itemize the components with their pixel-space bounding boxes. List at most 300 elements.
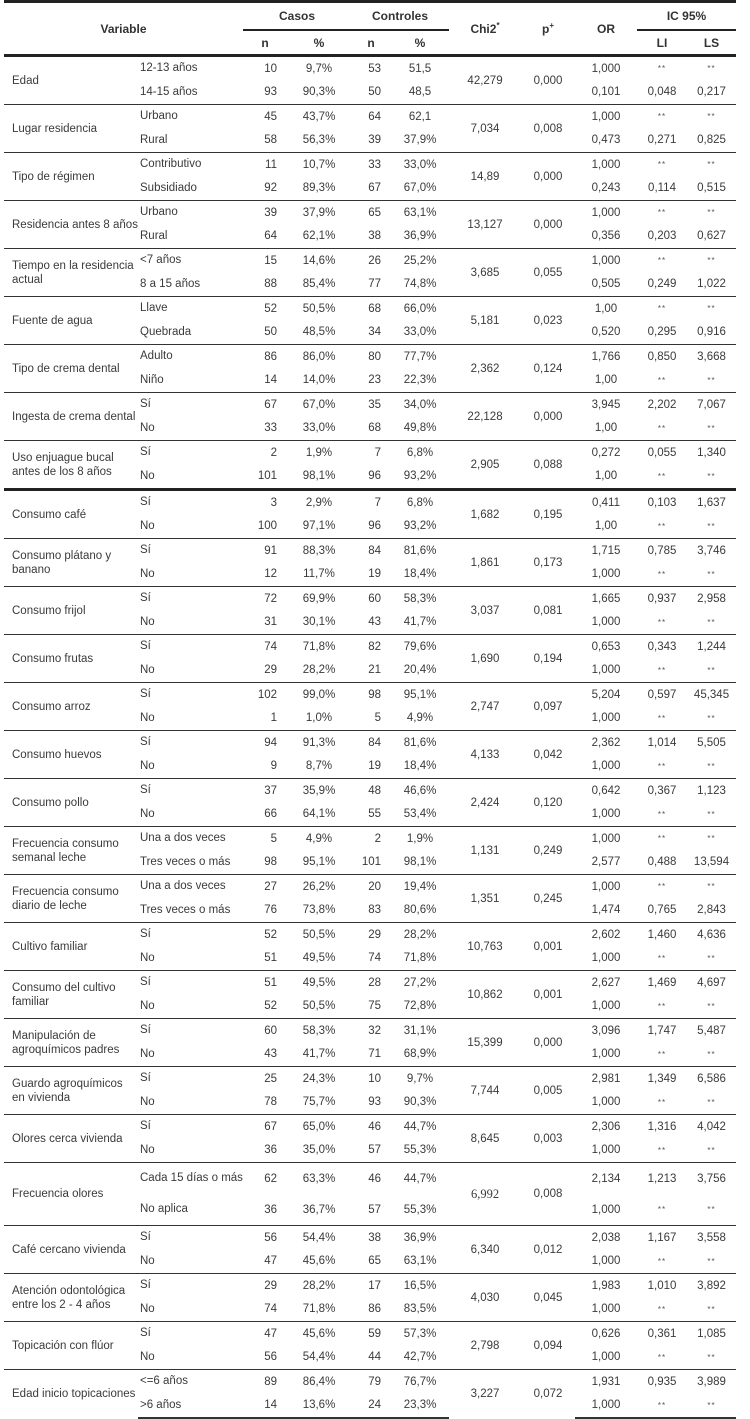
ic-li-value: ** — [637, 105, 687, 129]
table-row — [4, 56, 736, 81]
variable-name: Edad inicio topicaciones — [4, 1370, 138, 1419]
casos-n: 51 — [243, 971, 287, 995]
chi2-value: 10,763 — [449, 923, 521, 971]
ic-ls-value: 5,487 — [687, 1019, 736, 1043]
p-value: 0,001 — [521, 923, 575, 971]
casos-n: 1 — [270, 712, 277, 725]
variable-name: Topicación con flúor — [4, 1322, 138, 1370]
p-value: 0,001 — [521, 971, 575, 1019]
casos-n: 43 — [264, 1048, 277, 1061]
ic-ls-value: 4,697 — [687, 971, 736, 995]
table-row — [4, 441, 736, 465]
category-label: No — [140, 663, 155, 676]
ic-ls-value: 3,746 — [687, 539, 736, 563]
chi2-value: 1,861 — [449, 539, 521, 587]
category-label: Sí — [138, 731, 243, 755]
category-label: Sí — [138, 683, 243, 707]
p-value: 0,000 — [521, 201, 575, 249]
p-value: 0,045 — [521, 1274, 575, 1322]
ic-ls-value: 3,558 — [687, 1226, 736, 1250]
ic-li-value: ** — [637, 249, 687, 273]
table-row — [4, 971, 736, 995]
or-value: 2,627 — [575, 971, 637, 995]
p-value: 0,249 — [521, 827, 575, 875]
category-label: Una a dos veces — [138, 875, 243, 899]
controles-n: 20 — [351, 875, 391, 899]
p-value: 0,245 — [521, 875, 575, 923]
chi2-value: 4,030 — [449, 1274, 521, 1322]
ic-ls-value: 0,515 — [697, 182, 726, 195]
p-value: 0,023 — [521, 297, 575, 345]
table-row — [4, 539, 736, 563]
casos-n: 98 — [264, 856, 277, 869]
header-chi2-label: Chi2 — [470, 22, 497, 36]
ic-ls-value: 0,217 — [697, 86, 726, 99]
or-value: 1,000 — [575, 201, 637, 225]
chi2-value: 3,685 — [449, 249, 521, 297]
controles-pct: 68,9% — [403, 1048, 437, 1061]
ic-li-value: 1,010 — [637, 1274, 687, 1298]
controles-n: 74 — [368, 952, 381, 965]
ic-ls-value: 1,637 — [687, 490, 736, 515]
variable-name: Tiempo en la residencia actual — [4, 249, 138, 297]
casos-pct: 35,9% — [287, 779, 351, 803]
p-value: 0,072 — [521, 1370, 575, 1419]
variable-name: Edad — [4, 56, 138, 105]
casos-n: 36 — [264, 1203, 277, 1216]
category-label: Sí — [138, 490, 243, 515]
controles-n: 43 — [368, 616, 381, 629]
ic-ls-value: ** — [687, 56, 736, 81]
casos-n: 56 — [243, 1226, 287, 1250]
category-label: Niño — [140, 373, 164, 386]
controles-pct: 33,0% — [403, 326, 437, 339]
controles-n: 38 — [351, 1226, 391, 1250]
controles-pct: 81,6% — [391, 731, 449, 755]
controles-pct: 18,4% — [403, 760, 437, 773]
ic-li-value: 0,114 — [648, 182, 676, 195]
ic-li-value: 0,850 — [637, 345, 687, 369]
category-label: No — [140, 469, 155, 482]
header-controles-pct: % — [414, 35, 426, 50]
ic-ls-value: ** — [707, 375, 716, 385]
casos-pct: 11,7% — [303, 568, 335, 581]
controles-pct: 74,8% — [403, 278, 437, 291]
variable-name: Manipulación de agroquímicos padres — [4, 1019, 138, 1067]
controles-pct: 55,3% — [403, 1144, 437, 1157]
casos-pct: 33,0% — [302, 422, 336, 435]
or-value: 1,000 — [591, 1000, 621, 1013]
casos-pct: 95,1% — [302, 856, 336, 869]
casos-pct: 37,9% — [287, 201, 351, 225]
casos-pct: 2,9% — [287, 490, 351, 515]
casos-n: 29 — [264, 664, 277, 677]
ic-li-value: ** — [657, 761, 667, 771]
controles-pct: 81,6% — [391, 539, 449, 563]
or-value: 0,653 — [575, 635, 637, 659]
casos-n: 36 — [264, 1144, 277, 1157]
controles-pct: 9,7% — [391, 1067, 449, 1091]
or-value: 1,000 — [575, 153, 637, 177]
ic-ls-value: ** — [687, 875, 736, 899]
casos-pct: 67,0% — [287, 393, 351, 417]
or-value: 0,356 — [591, 230, 621, 243]
casos-n: 2 — [243, 441, 287, 465]
casos-n: 31 — [264, 616, 277, 629]
p-value: 0,000 — [521, 1019, 575, 1067]
casos-pct: 71,8% — [287, 635, 351, 659]
or-value: 1,000 — [591, 1048, 621, 1061]
casos-pct: 8,7% — [305, 760, 333, 773]
table-row — [4, 827, 736, 851]
controles-pct: 71,8% — [403, 952, 437, 965]
controles-n: 67 — [368, 182, 381, 195]
controles-pct: 23,3% — [391, 1394, 449, 1419]
category-label: Urbano — [138, 201, 243, 225]
ic-ls-value: ** — [707, 809, 716, 819]
variable-name: Ingesta de crema dental — [4, 393, 138, 441]
controles-n: 64 — [351, 105, 391, 129]
or-value: 0,473 — [591, 134, 621, 147]
controles-n: 77 — [368, 278, 381, 291]
casos-n: 29 — [243, 1274, 287, 1298]
casos-pct: 35,0% — [302, 1144, 336, 1157]
ic-li-value: ** — [657, 471, 667, 481]
ic-li-value: 0,935 — [637, 1370, 687, 1394]
ic-li-value: 0,249 — [647, 278, 677, 291]
category-label: No — [140, 1254, 155, 1267]
or-value: 0,243 — [591, 182, 621, 195]
or-value: 2,602 — [575, 923, 637, 947]
p-value: 0,094 — [521, 1322, 575, 1370]
chi2-value: 1,351 — [449, 875, 521, 923]
ic-ls-value: 3,756 — [687, 1163, 736, 1195]
controles-pct: 36,9% — [403, 230, 437, 243]
casos-pct: 45,6% — [302, 1255, 336, 1268]
header-controles-n: n — [367, 35, 375, 50]
casos-pct: 50,5% — [287, 297, 351, 321]
table-row — [4, 1274, 736, 1298]
p-value: 0,000 — [521, 56, 575, 105]
or-value: 2,134 — [575, 1163, 637, 1195]
casos-n: 64 — [264, 230, 277, 243]
category-label: <7 años — [138, 249, 243, 273]
ic-ls-value: ** — [707, 617, 716, 627]
or-value: 3,096 — [575, 1019, 637, 1043]
casos-n: 72 — [243, 587, 287, 611]
controles-n: 44 — [368, 1351, 381, 1364]
controles-n: 84 — [351, 731, 391, 755]
casos-pct: 9,7% — [287, 56, 351, 81]
controles-n: 101 — [361, 856, 381, 869]
variable-name: Consumo pollo — [4, 779, 138, 827]
p-value: 0,088 — [521, 441, 575, 490]
casos-n: 52 — [243, 297, 287, 321]
controles-n: 19 — [368, 760, 381, 773]
header-variable: Variable — [100, 21, 147, 36]
casos-pct: 54,4% — [302, 1351, 336, 1364]
ic-ls-value: 5,505 — [687, 731, 736, 755]
casos-pct: 99,0% — [287, 683, 351, 707]
ic-li-value: ** — [637, 201, 687, 225]
or-value: 1,715 — [575, 539, 637, 563]
header-or: OR — [597, 21, 616, 36]
controles-n: 82 — [351, 635, 391, 659]
header-casos-n: n — [261, 35, 269, 50]
or-value: 1,000 — [591, 1203, 621, 1216]
ic-li-value: ** — [637, 1394, 687, 1419]
casos-n: 14 — [243, 1394, 287, 1419]
ic-ls-value: ** — [687, 297, 736, 321]
controles-n: 48 — [351, 779, 391, 803]
ic-li-value: 1,014 — [637, 731, 687, 755]
or-value: 0,520 — [591, 326, 621, 339]
category-label: No — [140, 1302, 155, 1315]
casos-n: 45 — [243, 105, 287, 129]
controles-pct: 46,6% — [391, 779, 449, 803]
variable-name: Lugar residencia — [4, 105, 138, 153]
or-value: 2,306 — [575, 1115, 637, 1139]
ic-li-value: 0,103 — [637, 490, 687, 515]
or-value: 1,983 — [575, 1274, 637, 1298]
chi2-value: 8,645 — [449, 1115, 521, 1163]
category-label: Sí — [138, 441, 243, 465]
ic-li-value: 0,367 — [637, 779, 687, 803]
variable-name: Guardo agroquímicos en vivienda — [4, 1067, 138, 1115]
casos-n: 89 — [243, 1370, 287, 1394]
table-row — [4, 249, 736, 273]
casos-pct: 49,5% — [302, 952, 336, 965]
ic-ls-value: ** — [707, 1001, 716, 1011]
controles-pct: 51,5 — [391, 56, 449, 81]
table-row — [4, 923, 736, 947]
or-value: 1,766 — [575, 345, 637, 369]
ic-li-value: 1,316 — [637, 1115, 687, 1139]
controles-pct: 72,8% — [403, 1000, 437, 1013]
casos-n: 74 — [264, 1303, 277, 1316]
controles-pct: 44,7% — [391, 1163, 449, 1195]
category-label: No — [140, 951, 155, 964]
controles-pct: 41,7% — [403, 616, 437, 629]
ic-ls-value: 7,067 — [687, 393, 736, 417]
casos-pct: 24,3% — [287, 1067, 351, 1091]
controles-n: 96 — [368, 520, 381, 533]
ic-ls-value: 0,627 — [697, 230, 726, 243]
ic-ls-value: 0,825 — [697, 134, 726, 147]
casos-n: 25 — [243, 1067, 287, 1091]
table-row — [4, 875, 736, 899]
casos-n: 67 — [243, 393, 287, 417]
or-value: 1,00 — [575, 297, 637, 321]
or-value: 0,505 — [591, 278, 621, 291]
ic-li-value: ** — [637, 875, 687, 899]
or-value: 5,204 — [575, 683, 637, 707]
header-chi2: Chi2* — [470, 21, 500, 36]
controles-n: 26 — [351, 249, 391, 273]
variable-name: Consumo plátano y banano — [4, 539, 138, 587]
casos-n: 52 — [243, 923, 287, 947]
ic-li-value: 0,488 — [647, 856, 677, 869]
controles-n: 46 — [351, 1115, 391, 1139]
chi2-value: 5,181 — [449, 297, 521, 345]
ic-ls-value: ** — [687, 249, 736, 273]
or-value: 1,000 — [575, 249, 637, 273]
or-value: 1,000 — [575, 105, 637, 129]
chi2-value: 2,905 — [449, 441, 521, 490]
p-value: 0,120 — [521, 779, 575, 827]
ic-li-value: 0,765 — [647, 904, 677, 917]
casos-pct: 4,9% — [287, 827, 351, 851]
controles-n: 98 — [351, 683, 391, 707]
or-value: 1,000 — [591, 1144, 621, 1157]
controles-pct: 19,4% — [391, 875, 449, 899]
or-value: 2,038 — [575, 1226, 637, 1250]
variable-name: Consumo arroz — [4, 683, 138, 731]
casos-n: 78 — [264, 1096, 277, 1109]
category-label: Sí — [138, 779, 243, 803]
controles-pct: 33,0% — [391, 153, 449, 177]
ic-li-value: 0,271 — [647, 134, 677, 147]
controles-n: 23 — [368, 374, 381, 387]
casos-pct: 89,3% — [302, 182, 336, 195]
controles-pct: 53,4% — [403, 808, 437, 821]
casos-pct: 54,4% — [287, 1226, 351, 1250]
table-row — [4, 345, 736, 369]
casos-pct: 36,7% — [302, 1203, 336, 1216]
casos-pct: 48,5% — [302, 326, 336, 339]
ic-ls-value: ** — [707, 471, 716, 481]
p-value: 0,194 — [521, 635, 575, 683]
p-value: 0,008 — [521, 105, 575, 153]
category-label: Llave — [138, 297, 243, 321]
casos-pct: 14,6% — [287, 249, 351, 273]
table-row — [4, 1226, 736, 1250]
casos-n: 27 — [243, 875, 287, 899]
controles-n: 65 — [351, 201, 391, 225]
or-value: 0,642 — [575, 779, 637, 803]
variable-name: Residencia antes 8 años — [4, 201, 138, 249]
ic-li-value: ** — [657, 423, 667, 433]
chi2-value: 10,862 — [449, 971, 521, 1019]
casos-pct: 49,5% — [287, 971, 351, 995]
ic-li-value: ** — [637, 297, 687, 321]
controles-pct: 31,1% — [391, 1019, 449, 1043]
variable-name: Cultivo familiar — [4, 923, 138, 971]
controles-pct: 4,9% — [406, 712, 434, 725]
or-value: 1,931 — [575, 1370, 637, 1394]
header-casos-pct: % — [313, 35, 325, 50]
controles-n: 75 — [368, 1000, 381, 1013]
variable-name: Consumo frijol — [4, 587, 138, 635]
controles-n: 2 — [351, 827, 391, 851]
category-label: No — [140, 1095, 155, 1108]
ic-ls-value: ** — [707, 1145, 716, 1155]
ic-ls-value: ** — [687, 827, 736, 851]
casos-pct: 88,3% — [287, 539, 351, 563]
ic-li-value: ** — [657, 1001, 667, 1011]
chi2-value: 14,89 — [449, 153, 521, 201]
category-label: Sí — [138, 1115, 243, 1139]
casos-n: 15 — [243, 249, 287, 273]
category-label: Sí — [138, 1322, 243, 1346]
or-value: 1,00 — [594, 422, 618, 435]
variable-name: Consumo frutas — [4, 635, 138, 683]
ic-li-value: ** — [657, 809, 667, 819]
chi2-value: 4,133 — [449, 731, 521, 779]
ic-li-value: ** — [657, 1304, 667, 1314]
or-value: 2,981 — [575, 1067, 637, 1091]
table-row — [4, 731, 736, 755]
p-value: 0,005 — [521, 1067, 575, 1115]
ic-ls-value: 4,042 — [687, 1115, 736, 1139]
controles-pct: 77,7% — [391, 345, 449, 369]
or-value: 0,626 — [575, 1322, 637, 1346]
ic-li-value: ** — [637, 153, 687, 177]
chi2-value: 13,127 — [449, 201, 521, 249]
controles-n: 29 — [351, 923, 391, 947]
ic-li-value: 1,747 — [637, 1019, 687, 1043]
controles-pct: 98,1% — [403, 856, 437, 869]
category-label: Sí — [138, 1019, 243, 1043]
or-value: 1,474 — [591, 904, 621, 917]
category-label: Subsidiado — [140, 181, 197, 194]
or-value: 1,000 — [591, 808, 621, 821]
or-value: 2,577 — [591, 856, 621, 869]
p-value: 0,008 — [521, 1163, 575, 1226]
controles-pct: 48,5 — [408, 86, 432, 99]
category-label: No — [140, 567, 155, 580]
category-label: Sí — [138, 923, 243, 947]
category-label: 14-15 años — [140, 85, 198, 98]
ic-ls-value: 1,244 — [687, 635, 736, 659]
ic-li-value: 0,937 — [637, 587, 687, 611]
table-row — [4, 153, 736, 177]
ic-li-value: 1,469 — [637, 971, 687, 995]
ic-li-value: ** — [657, 521, 667, 531]
category-label: Sí — [138, 1226, 243, 1250]
category-label: No — [140, 519, 155, 532]
casos-n: 14 — [264, 374, 277, 387]
casos-pct: 13,6% — [287, 1394, 351, 1419]
or-value: 2,362 — [575, 731, 637, 755]
casos-n: 47 — [243, 1322, 287, 1346]
table-row — [4, 635, 736, 659]
ic-ls-value: 6,586 — [687, 1067, 736, 1091]
header-li: LI — [656, 35, 668, 50]
casos-pct: 86,4% — [287, 1370, 351, 1394]
controles-n: 32 — [351, 1019, 391, 1043]
variable-name: Frecuencia consumo diario de leche — [4, 875, 138, 923]
ic-ls-value: 1,022 — [697, 278, 726, 291]
casos-pct: 98,1% — [302, 470, 336, 483]
chi2-value: 1,682 — [449, 490, 521, 539]
controles-pct: 90,3% — [403, 1096, 437, 1109]
p-value: 0,173 — [521, 539, 575, 587]
category-label: Tres veces o más — [140, 855, 231, 868]
variable-name: Olores cerca vivienda — [4, 1115, 138, 1163]
category-label: No — [140, 1350, 155, 1363]
ic-ls-value: ** — [707, 665, 716, 675]
ic-ls-value: 1,123 — [687, 779, 736, 803]
controles-n: 7 — [351, 441, 391, 465]
controles-pct: 55,3% — [403, 1203, 437, 1216]
category-label: No aplica — [140, 1203, 188, 1215]
p-value: 0,042 — [521, 731, 575, 779]
controles-n: 19 — [368, 568, 381, 581]
variable-name: Consumo café — [4, 490, 138, 539]
casos-n: 62 — [243, 1163, 287, 1195]
controles-n: 60 — [351, 587, 391, 611]
